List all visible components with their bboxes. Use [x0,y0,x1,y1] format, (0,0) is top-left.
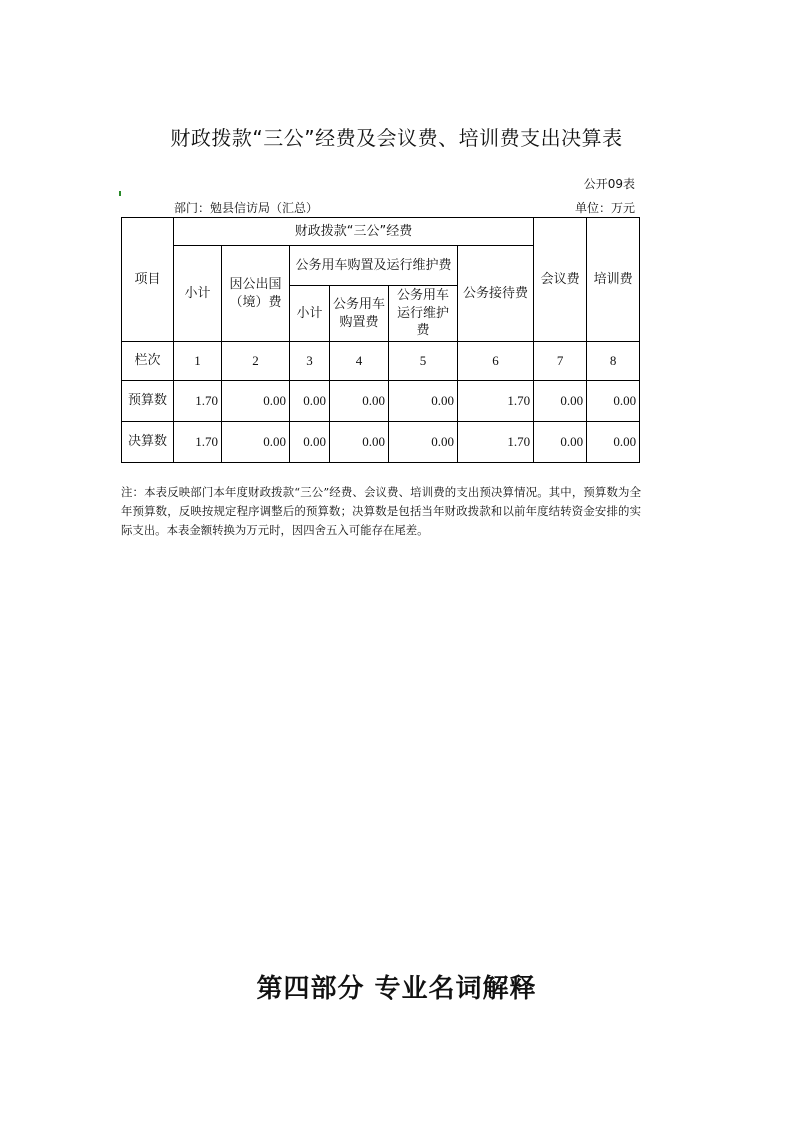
header-item: 项目 [122,218,174,342]
index-cell: 6 [458,342,534,381]
unit-label: 单位：万元 [574,201,635,215]
section-heading: 第四部分 专业名词解释 [256,974,537,1004]
index-cell: 8 [587,342,640,381]
index-cell: 1 [174,342,222,381]
report-title: 财政拨款“三公”经费及会议费、培训费支出决算表 [170,126,623,150]
table-row [122,381,640,422]
header-vehicle-purchase: 公务用车购置费 [330,286,389,342]
header-vehicle-subtotal: 小计 [290,286,330,342]
index-row [122,342,640,381]
header-vehicle-group: 公务用车购置及运行维护费 [290,246,458,286]
row-label-final: 决算数 [122,422,174,463]
expense-table [121,217,640,463]
value-cell: 0.00 [389,422,458,463]
index-row-label: 栏次 [122,342,174,381]
value-cell: 0.00 [222,381,290,422]
header-subtotal: 小计 [174,246,222,342]
value-cell: 0.00 [222,422,290,463]
decorative-tick [119,191,121,196]
header-training: 培训费 [587,218,640,342]
header-meeting: 会议费 [534,218,587,342]
table-note: 注：本表反映部门本年度财政拨款“三公”经费、会议费、培训费的支出预决算情况。其中，预算数为全年预算数，反映按规定程序调整后的预算数；决算数是包括当年财政拨款和以前年度结转资金安排的实际支出。本表金额转换为万元时，因四舍五入可能存在尾差。 [121,485,641,537]
index-cell: 2 [222,342,290,381]
value-cell: 0.00 [587,381,640,422]
row-label-budget: 预算数 [122,381,174,422]
header-vehicle-operation: 公务用车运行维护费 [389,286,458,342]
value-cell: 0.00 [290,422,330,463]
header-abroad: 因公出国（境）费 [222,246,290,342]
value-cell: 0.00 [389,381,458,422]
value-cell: 1.70 [174,422,222,463]
value-cell: 0.00 [534,422,587,463]
header-group-main: 财政拨款“三公”经费 [174,218,534,246]
value-cell: 1.70 [458,422,534,463]
value-cell: 0.00 [534,381,587,422]
index-cell: 7 [534,342,587,381]
value-cell: 0.00 [587,422,640,463]
value-cell: 0.00 [290,381,330,422]
header-reception: 公务接待费 [458,246,534,342]
form-code: 公开09表 [583,177,635,191]
index-cell: 3 [290,342,330,381]
table-row [122,422,640,463]
value-cell: 0.00 [330,422,389,463]
index-cell: 5 [389,342,458,381]
value-cell: 1.70 [458,381,534,422]
value-cell: 0.00 [330,381,389,422]
index-cell: 4 [330,342,389,381]
department-label: 部门：勉县信访局（汇总） [174,201,319,215]
value-cell: 1.70 [174,381,222,422]
